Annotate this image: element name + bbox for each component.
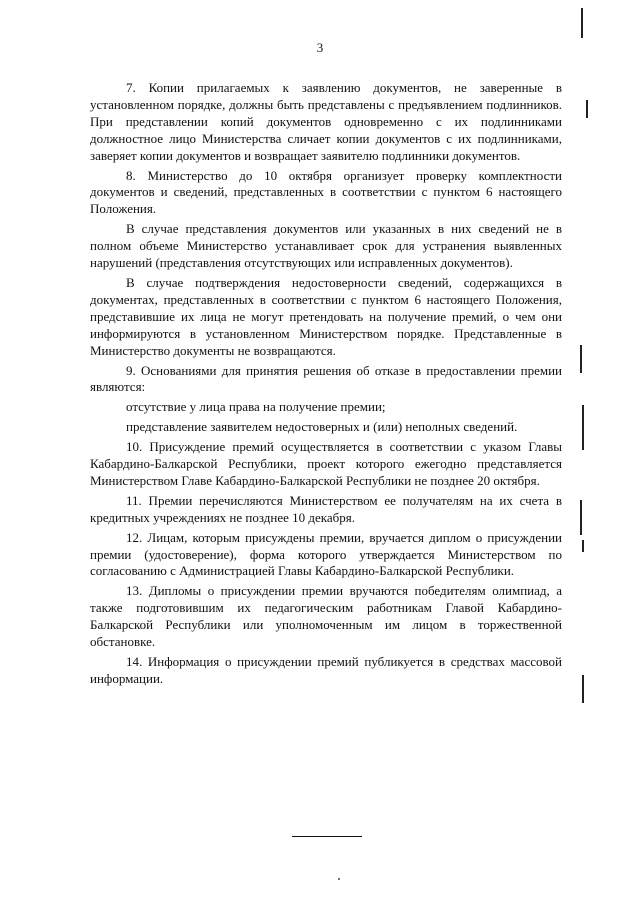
- paragraph-13: 13. Дипломы о присуждении премии вручаются победителям олимпиад, а также подготовившим их педагогическим работникам Главой Кабардино-Балкарской Республики или уполномоченным им лицом в торжественной обстановке.: [90, 583, 562, 650]
- paragraph-14: 14. Информация о присуждении премий публикуется в средствах массовой информации.: [90, 654, 562, 686]
- scan-dot: [338, 878, 340, 880]
- page-number: 3: [316, 40, 324, 55]
- scan-mark: [582, 675, 584, 703]
- scan-mark: [580, 500, 582, 535]
- paragraph-12: 12. Лицам, которым присуждены премии, вручается диплом о присуждении премии (удостоверение), форма которого утверждается Министерством по согласованию с Администрацией Главы Кабардино-Балкарской Республики.: [90, 529, 562, 579]
- paragraph-8-incomplete: В случае представления документов или указанных в них сведений не в полном объеме Министерство устанавливает срок для устранения выявленных нарушений (представления отсутствующих или исправленных документов).: [90, 221, 562, 271]
- paragraph-11: 11. Премии перечисляются Министерством ее получателям на их счета в кредитных учреждениях не позднее 10 декабря.: [90, 492, 562, 525]
- paragraph-10: 10. Присуждение премий осуществляется в соответствии с указом Главы Кабардино-Балкарской Республики, проект которого ежегодно представляется Министерством Главе Кабардино-Балкарской Республики не позднее 20 октября.: [90, 439, 562, 488]
- scan-mark: [582, 405, 584, 450]
- paragraph-7: 7. Копии прилагаемых к заявлению документов, не заверенные в установленном порядке, должны быть представлены с предъявлением подлинников. При представлении копий документов одновременно с их подлинниками должностное лицо Министерства сличает копии документов с их подлинниками, заверяет копии документов и возвращает заявителю подлинники документов.: [90, 80, 562, 163]
- end-divider: [292, 836, 362, 837]
- paragraph-9-item-2: представление заявителем недостоверных и (или) неполных сведений.: [126, 419, 518, 435]
- document-body: [90, 80, 562, 691]
- paragraph-9: 9. Основаниями для принятия решения об отказе в предоставлении премии являются:: [90, 362, 562, 395]
- scan-mark: [581, 8, 583, 38]
- paragraph-8-inaccurate: В случае подтверждения недостоверности сведений, содержащихся в документах, представленных в соответствии с пунктом 6 настоящего Положения, представившие их лица не могут претендовать на получение премий, о чем они информируются в установленном Министерством порядке. Представленные в Министерство документы не возвращаются.: [90, 274, 562, 358]
- scan-mark: [580, 345, 582, 373]
- paragraph-8: 8. Министерство до 10 октября организует проверку комплектности документов и сведений, представленных в соответствии с пунктом 6 настоящего Положения.: [90, 167, 562, 217]
- scan-mark: [586, 100, 588, 118]
- scan-mark: [582, 540, 584, 552]
- paragraph-9-item-1: отсутствие у лица права на получение премии;: [126, 399, 386, 415]
